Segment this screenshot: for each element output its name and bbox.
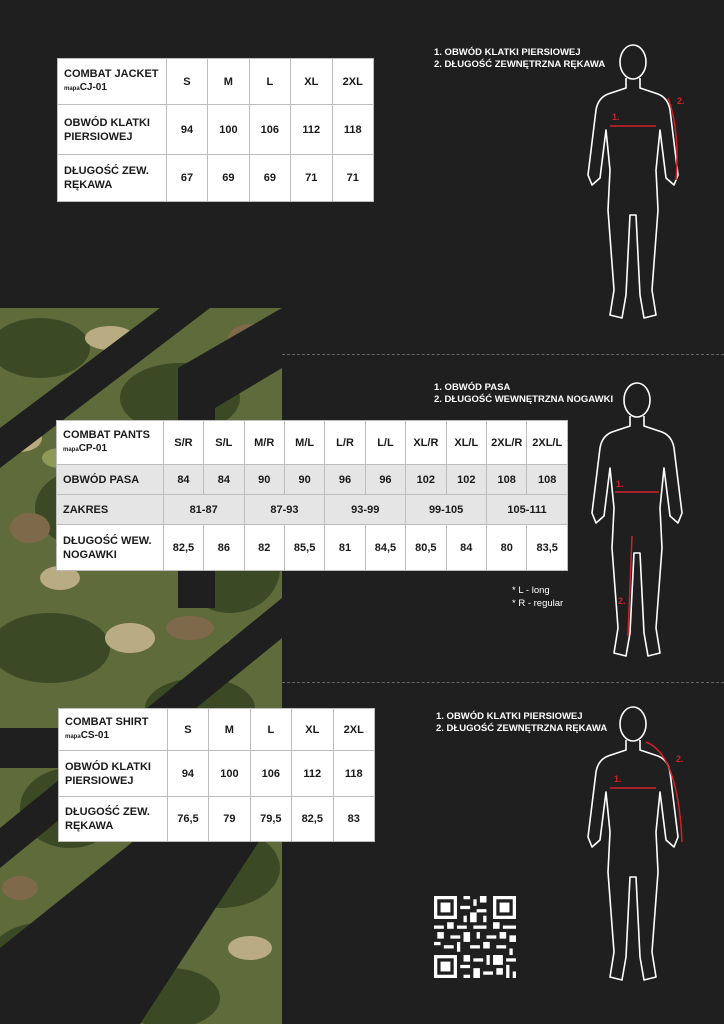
table-cell: 108	[487, 465, 527, 495]
table-header-row	[57, 421, 568, 465]
size-header: XL/L	[446, 421, 486, 465]
table-cell: 106	[250, 751, 291, 797]
table-cell: 79	[209, 797, 250, 842]
product-name: COMBAT JACKET	[64, 68, 159, 80]
size-notes: * L - long * R - regular	[512, 585, 564, 609]
table-cell: 100	[209, 751, 250, 797]
size-header: 2XL	[332, 59, 374, 105]
svg-text:1.: 1.	[614, 774, 622, 784]
size-header: L/R	[325, 421, 365, 465]
svg-text:2.: 2.	[677, 96, 685, 106]
table-cell: 94	[166, 105, 207, 155]
svg-text:2.: 2.	[676, 754, 684, 764]
size-header: S	[167, 709, 208, 751]
qr-code-icon[interactable]	[434, 896, 516, 978]
table-row	[57, 525, 568, 571]
measurement-legend: 1. OBWÓD KLATKI PIERSIOWEJ 2. DŁUGOŚĆ ZEWNĘTRZNA RĘKAWA	[436, 711, 608, 734]
size-header: XL/R	[406, 421, 446, 465]
table-cell: 76,5	[167, 797, 208, 842]
table-cell: 84	[163, 465, 203, 495]
row-label: DŁUGOŚĆ ZEW. RĘKAWA	[59, 797, 168, 842]
table-cell: 106	[249, 105, 290, 155]
table-cell: 79,5	[250, 797, 291, 842]
size-header: S	[166, 59, 207, 105]
product-code: mapaCS-01	[65, 730, 110, 741]
table-row	[59, 751, 375, 797]
table-row	[57, 465, 568, 495]
product-cell	[59, 709, 168, 751]
svg-text:1.: 1.	[616, 479, 624, 489]
size-header: 2XL	[333, 709, 375, 751]
table-cell: 80	[487, 525, 527, 571]
body-outline-icon	[578, 40, 688, 325]
product-code: mapaCP-01	[63, 443, 108, 454]
table-cell: 96	[325, 465, 365, 495]
row-label: DŁUGOŚĆ ZEW. RĘKAWA	[58, 155, 167, 202]
product-cell	[58, 59, 167, 105]
product-name: COMBAT SHIRT	[65, 716, 149, 728]
section-divider	[282, 682, 724, 683]
table-cell: 80,5	[406, 525, 446, 571]
table-header-row	[58, 59, 374, 105]
table-cell: 71	[332, 155, 374, 202]
table-cell: 102	[446, 465, 486, 495]
row-label: OBWÓD KLATKI PIERSIOWEJ	[59, 751, 168, 797]
row-label: OBWÓD PASA	[57, 465, 164, 495]
product-cell	[57, 421, 164, 465]
size-header: XL	[292, 709, 333, 751]
table-cell: 82,5	[163, 525, 203, 571]
table-cell: 67	[166, 155, 207, 202]
svg-text:2.: 2.	[618, 596, 626, 606]
table-cell: 86	[204, 525, 244, 571]
table-cell: 83	[333, 797, 375, 842]
body-outline-icon	[578, 702, 688, 987]
size-header: L/L	[365, 421, 405, 465]
size-header: M/L	[284, 421, 324, 465]
table-cell: 102	[406, 465, 446, 495]
row-label: OBWÓD KLATKI PIERSIOWEJ	[58, 105, 167, 155]
camouflage-background	[0, 308, 282, 1024]
table-cell: 83,5	[527, 525, 568, 571]
table-cell: 105-111	[487, 495, 568, 525]
table-cell: 69	[249, 155, 290, 202]
table-cell: 82	[244, 525, 284, 571]
table-cell: 81	[325, 525, 365, 571]
size-header: XL	[291, 59, 332, 105]
table-cell: 82,5	[292, 797, 333, 842]
table-cell: 99-105	[406, 495, 487, 525]
pants-size-table	[56, 420, 568, 571]
table-cell: 85,5	[284, 525, 324, 571]
table-cell: 93-99	[325, 495, 406, 525]
table-cell: 108	[527, 465, 568, 495]
size-header: S/R	[163, 421, 203, 465]
row-label: DŁUGOŚĆ WEW. NOGAWKI	[57, 525, 164, 571]
section-divider	[282, 354, 724, 355]
table-cell: 84	[446, 525, 486, 571]
table-cell: 118	[332, 105, 374, 155]
table-row	[57, 495, 568, 525]
table-cell: 84,5	[365, 525, 405, 571]
table-cell: 69	[208, 155, 249, 202]
table-cell: 90	[244, 465, 284, 495]
product-name: COMBAT PANTS	[63, 429, 150, 441]
table-cell: 112	[292, 751, 333, 797]
table-cell: 87-93	[244, 495, 325, 525]
svg-text:1.: 1.	[612, 112, 620, 122]
table-cell: 118	[333, 751, 375, 797]
table-cell: 81-87	[163, 495, 244, 525]
body-outline-icon	[582, 378, 692, 663]
measurement-legend: 1. OBWÓD KLATKI PIERSIOWEJ 2. DŁUGOŚĆ ZEWNĘTRZNA RĘKAWA	[434, 47, 606, 70]
table-cell: 100	[208, 105, 249, 155]
size-header: 2XL/L	[527, 421, 568, 465]
product-code: mapaCJ-01	[64, 82, 107, 93]
jacket-size-table	[57, 58, 374, 202]
table-cell: 112	[291, 105, 332, 155]
table-cell: 94	[167, 751, 208, 797]
row-label: ZAKRES	[57, 495, 164, 525]
table-cell: 84	[204, 465, 244, 495]
size-header: L	[249, 59, 290, 105]
shirt-size-table	[58, 708, 375, 842]
table-cell: 90	[284, 465, 324, 495]
size-header: M	[209, 709, 250, 751]
table-row	[59, 797, 375, 842]
size-header: S/L	[204, 421, 244, 465]
table-cell: 96	[365, 465, 405, 495]
size-header: M	[208, 59, 249, 105]
table-header-row	[59, 709, 375, 751]
table-row	[58, 155, 374, 202]
table-row	[58, 105, 374, 155]
size-header: 2XL/R	[487, 421, 527, 465]
table-cell: 71	[291, 155, 332, 202]
size-header: M/R	[244, 421, 284, 465]
measurement-legend: 1. OBWÓD PASA 2. DŁUGOŚĆ WEWNĘTRZNA NOGAWKI	[434, 382, 614, 405]
size-header: L	[250, 709, 291, 751]
